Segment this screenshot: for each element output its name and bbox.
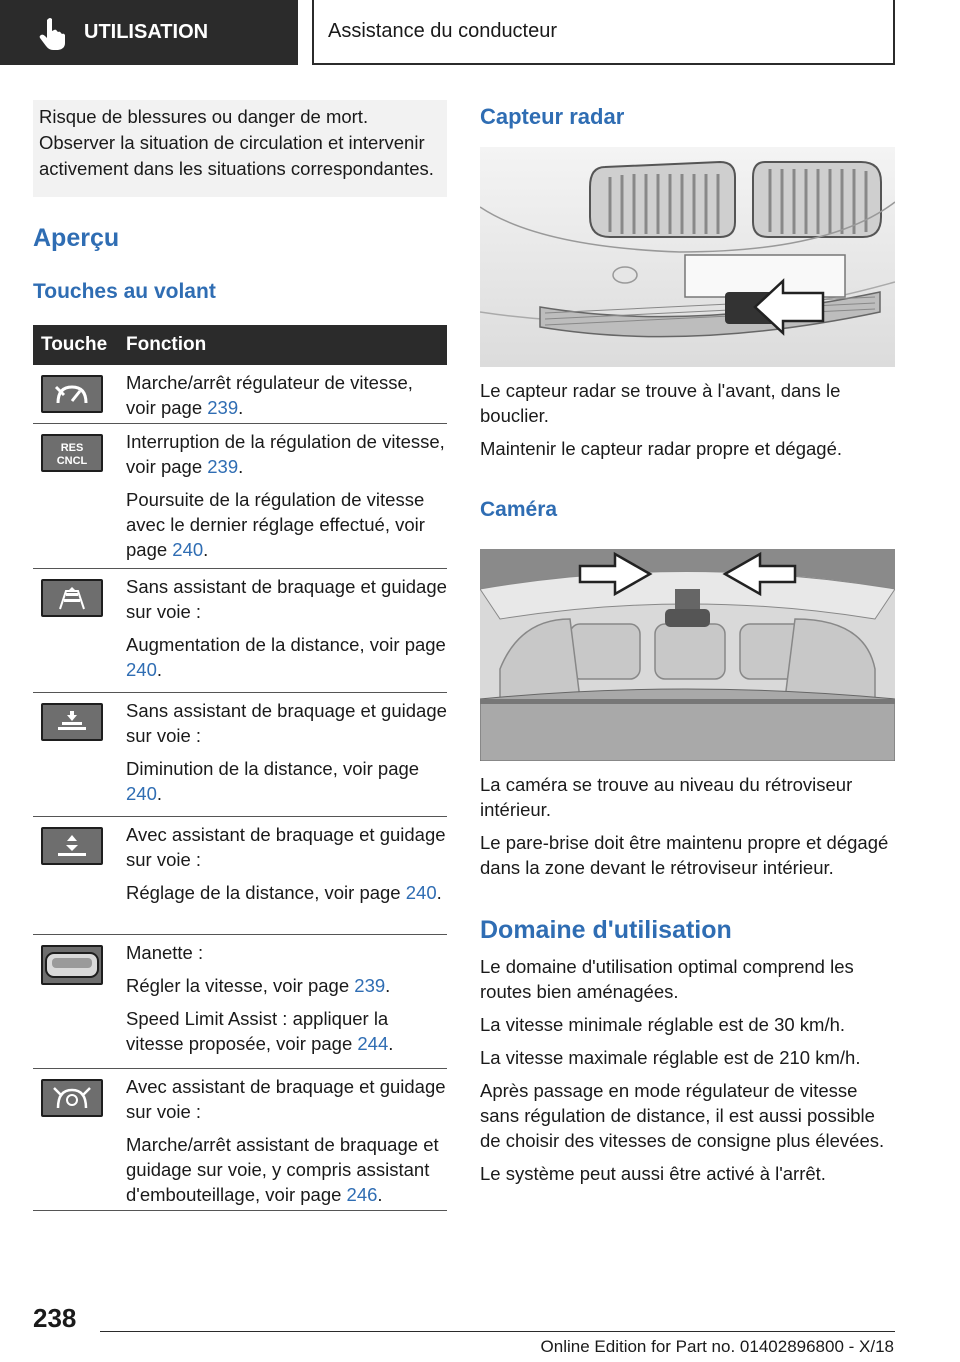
function-description: Marche/arrêt régulateur de vitesse, voir page xyxy=(126,372,413,418)
function-cell xyxy=(126,935,447,1068)
domain-heading: Domaine d'utilisation xyxy=(480,916,732,944)
col-touche: Touche xyxy=(41,334,108,355)
page-link[interactable]: 240 xyxy=(172,539,204,560)
icon-cell xyxy=(33,365,126,423)
icon-cell xyxy=(33,817,126,934)
function-suffix: . xyxy=(436,882,442,903)
function-description: Poursuite de la régulation de vitesse avec le dernier réglage effectué, voir page xyxy=(126,489,425,560)
page-number: 238 xyxy=(33,1303,77,1333)
camera-image xyxy=(480,549,895,761)
function-cell xyxy=(126,693,447,816)
footer-rule xyxy=(100,1331,895,1332)
domain-text-4: Après passage en mode régulateur de vitesse sans régulation de distance, il est aussi possible de choisir des vitesses de consigne plus élevées. xyxy=(480,1080,885,1151)
function-description: Avec assistant de braquage et guidage sur voie : xyxy=(126,824,446,870)
svg-text:RES: RES xyxy=(60,442,84,454)
function-text xyxy=(126,1132,447,1207)
camera-heading: Caméra xyxy=(480,498,558,521)
page-link[interactable]: 240 xyxy=(126,783,157,804)
radar-heading: Capteur radar xyxy=(480,104,625,129)
steering-buttons-heading: Touches au volant xyxy=(33,280,216,303)
camera-location-text: La caméra se trouve au niveau du rétroviseur intérieur. xyxy=(480,774,853,820)
function-text xyxy=(126,370,447,420)
radar-sensor-image xyxy=(480,147,895,367)
function-text xyxy=(126,1074,447,1124)
domain-text-3: La vitesse maximale réglable est de 210 km/h. xyxy=(480,1047,861,1068)
function-cell xyxy=(126,365,447,423)
domain-text-2: La vitesse minimale réglable est de 30 km/h. xyxy=(480,1014,846,1035)
res-cncl-icon xyxy=(41,434,103,472)
table-row xyxy=(33,569,447,693)
function-text xyxy=(126,940,447,965)
footer-edition: Online Edition for Part no. 01402896800 - X/18 xyxy=(540,1337,894,1356)
distance-increase-icon xyxy=(41,579,103,617)
function-description: Avec assistant de braquage et guidage sur voie : xyxy=(126,1076,446,1122)
function-text xyxy=(126,756,447,806)
function-text xyxy=(126,880,447,905)
section-title: UTILISATION xyxy=(84,21,209,43)
distance-decrease-icon xyxy=(41,703,103,741)
function-description: Réglage de la distance, voir page xyxy=(126,882,406,903)
table-row xyxy=(33,935,447,1069)
icon-cell xyxy=(33,1069,126,1210)
chapter-title: Assistance du conducteur xyxy=(328,20,558,42)
radar-location-text: Le capteur radar se trouve à l'avant, dans le bouclier. xyxy=(480,380,841,426)
pointing-hand-icon xyxy=(34,15,70,51)
radar-text xyxy=(480,378,895,469)
function-description: Régler la vitesse, voir page xyxy=(126,975,355,996)
table-row xyxy=(33,817,447,935)
camera-text xyxy=(480,772,895,888)
chapter-header xyxy=(312,0,895,65)
page-link[interactable]: 240 xyxy=(126,659,157,680)
svg-text:CNCL: CNCL xyxy=(56,455,88,467)
function-description: Diminution de la distance, voir page xyxy=(126,758,420,779)
function-description: Speed Limit Assist : appliquer la vitesse proposée, voir page xyxy=(126,1008,389,1054)
page-link[interactable]: 240 xyxy=(405,882,437,903)
page-link[interactable]: 244 xyxy=(357,1033,389,1054)
table-header xyxy=(33,325,447,365)
function-text xyxy=(126,822,447,872)
function-text xyxy=(126,574,447,624)
distance-setting-icon xyxy=(41,827,103,865)
function-description: Interruption de la régulation de vitesse, voir page xyxy=(126,431,445,477)
steering-assist-icon xyxy=(41,1079,103,1117)
warning-box xyxy=(33,100,447,197)
function-suffix: . xyxy=(238,397,244,418)
icon-cell xyxy=(33,569,126,692)
function-suffix: . xyxy=(238,456,244,477)
radar-clean-text: Maintenir le capteur radar propre et dégagé. xyxy=(480,438,842,459)
function-cell xyxy=(126,1069,447,1210)
domain-text xyxy=(480,954,895,1194)
function-cell xyxy=(126,424,447,568)
function-suffix: . xyxy=(377,1184,383,1205)
table-row xyxy=(33,424,447,569)
page-link[interactable]: 246 xyxy=(346,1184,378,1205)
domain-text-5: Le système peut aussi être activé à l'arrêt. xyxy=(480,1163,826,1184)
function-suffix: . xyxy=(388,1033,394,1054)
buttons-table xyxy=(33,325,447,1211)
domain-text-1: Le domaine d'utilisation optimal comprend les routes bien aménagées. xyxy=(480,956,854,1002)
page-link[interactable]: 239 xyxy=(207,397,239,418)
function-text xyxy=(126,1006,447,1056)
camera-clean-text: Le pare-brise doit être maintenu propre et dégagé dans la zone devant le rétroviseur intérieur. xyxy=(480,832,889,878)
function-cell xyxy=(126,817,447,934)
function-description: Augmentation de la distance, voir page xyxy=(126,634,446,655)
function-suffix: . xyxy=(156,659,163,680)
function-description: Sans assistant de braquage et guidage sur voie : xyxy=(126,700,447,746)
function-description: Sans assistant de braquage et guidage sur voie : xyxy=(126,576,447,622)
function-text xyxy=(126,698,447,748)
rocker-switch-icon xyxy=(41,945,103,985)
page-link[interactable]: 239 xyxy=(354,975,386,996)
icon-cell xyxy=(33,935,126,1068)
function-text xyxy=(126,487,447,562)
page-link[interactable]: 239 xyxy=(207,456,239,477)
icon-cell xyxy=(33,424,126,568)
cruise-control-icon xyxy=(41,375,103,413)
table-row xyxy=(33,1069,447,1211)
function-text xyxy=(126,632,447,682)
function-suffix: . xyxy=(156,783,163,804)
function-text xyxy=(126,429,447,479)
section-tab[interactable] xyxy=(0,0,298,65)
icon-cell xyxy=(33,693,126,816)
function-suffix: . xyxy=(203,539,209,560)
overview-heading: Aperçu xyxy=(33,224,120,252)
function-description: Marche/arrêt assistant de braquage et guidage sur voie, y compris assistant d'embouteillage, voir page xyxy=(126,1134,439,1205)
function-text xyxy=(126,973,447,998)
warning-text: Risque de blessures ou danger de mort. Observer la situation de circulation et intervenir activement dans les situations correspondantes. xyxy=(39,106,434,179)
function-description: Manette : xyxy=(126,942,204,963)
function-cell xyxy=(126,569,447,692)
col-fonction: Fonction xyxy=(126,334,207,355)
function-suffix: . xyxy=(385,975,391,996)
table-row xyxy=(33,693,447,817)
table-row xyxy=(33,365,447,424)
